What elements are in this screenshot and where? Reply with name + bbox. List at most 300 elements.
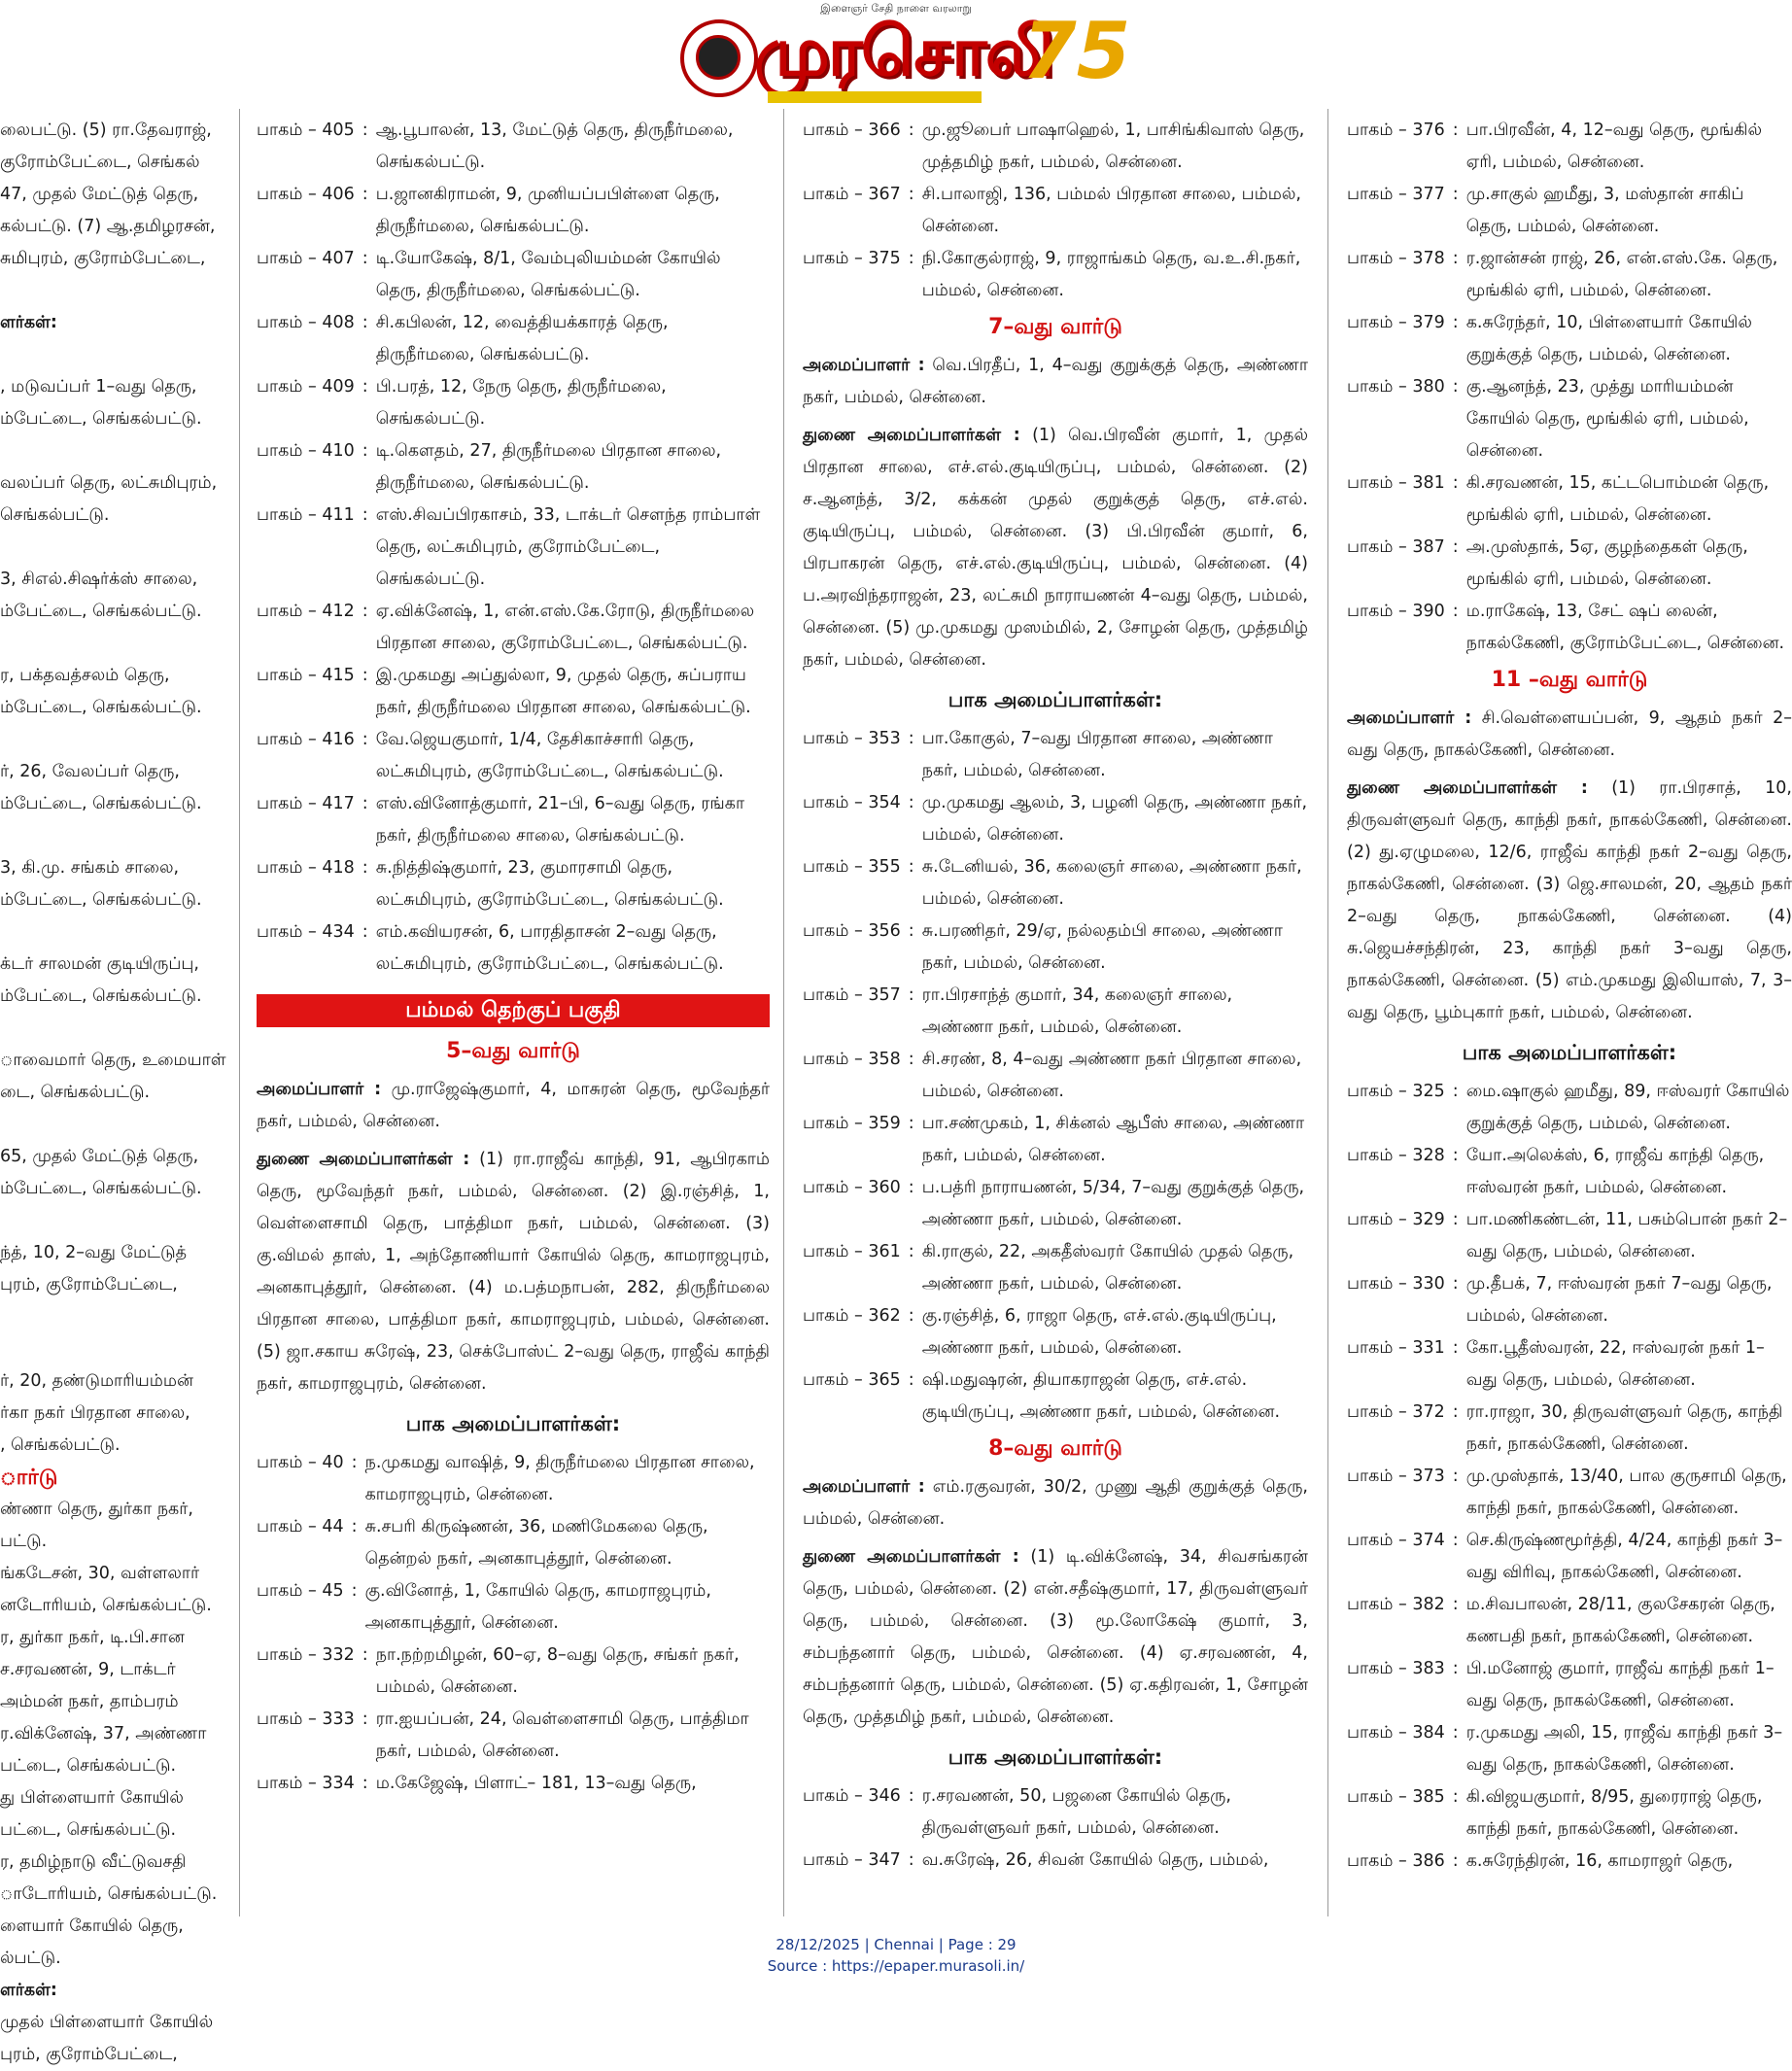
booth-address: கு.ஆனந்த், 23, முத்து மாரியம்மன் கோயில் தெரு, மூங்கில் ஏரி, பம்மல், சென்னை.	[1465, 377, 1749, 461]
deputy-organizers-key: துணை அமைப்பாளர்கள் :	[1347, 778, 1588, 798]
booth-address: மை.ஷாகுல் ஹமீது, 89, ஈஸ்வரர் கோயில் குறுக்குத் தெரு, பம்மல், சென்னை.	[1465, 1082, 1790, 1133]
colon-separator: :	[908, 1242, 914, 1261]
colon-separator: :	[908, 1050, 914, 1069]
booth-entry	[257, 179, 770, 243]
ward-title: 11 –வது வார்டு	[1491, 668, 1648, 692]
continued-line: ம்பேட்டை, செங்கல்பட்டு.	[0, 890, 202, 910]
booth-entry	[1347, 1781, 1792, 1846]
booth-address: சு.டேனியல், 36, கலைஞர் சாலை, அண்ணா நகர், பம்மல், சென்னை.	[921, 857, 1302, 909]
colon-separator: :	[351, 1517, 358, 1536]
booth-entry	[1347, 1653, 1792, 1717]
booth-entry	[1347, 115, 1792, 179]
continued-line	[0, 1301, 229, 1333]
colon-separator: :	[908, 1114, 914, 1133]
continued-line: ார்டு	[0, 1466, 58, 1490]
booth-address: மு.தீபக், 7, ஈஸ்வரன் நகர் 7–வது தெரு, பம்மல், சென்னை.	[1465, 1274, 1773, 1326]
booth-label: பாகம் – 415	[257, 666, 355, 685]
colon-separator: :	[362, 1774, 368, 1793]
continued-line: ம்பேட்டை, செங்கல்பட்டு.	[0, 698, 202, 717]
booth-address: க.சுரேந்தர், 10, பிள்ளையார் கோயில் குறுக்குத் தெரு, பம்மல், சென்னை.	[1465, 313, 1752, 364]
booth-label: பாகம் – 329	[1347, 1210, 1445, 1229]
booth-entry	[257, 435, 770, 500]
booth-label: பாகம் – 372	[1347, 1402, 1445, 1422]
booth-label: பாகம் – 384	[1347, 1723, 1445, 1743]
continued-line: ண்ணா தெரு, துர்கா நகர்,	[0, 1500, 193, 1519]
continued-line: வலப்பர் தெரு, லட்சுமிபுரம்,	[0, 473, 218, 493]
colon-separator: :	[1452, 1659, 1459, 1678]
booth-address: ர.ஜான்சன் ராஜ், 26, என்.எஸ்.கே. தெரு, மூங்கில் ஏரி, பம்மல், சென்னை.	[1465, 249, 1778, 300]
booth-label: பாகம் – 373	[1347, 1467, 1445, 1486]
booth-entry	[1347, 1268, 1792, 1332]
continued-line	[0, 1333, 229, 1365]
colon-separator: :	[362, 730, 368, 749]
continued-line: ம்பேட்டை, செங்கல்பட்டு.	[0, 1179, 202, 1198]
colon-separator: :	[1452, 249, 1459, 268]
organizer-key: அமைப்பாளர் :	[1347, 708, 1472, 728]
booth-entry	[257, 788, 770, 852]
continued-line: து பிள்ளையார் கோயில்	[0, 1788, 184, 1808]
colon-separator: :	[908, 729, 914, 748]
booth-label: பாகம் – 374	[1347, 1531, 1445, 1550]
booth-address: சு.சபரி கிருஷ்ணன், 36, மணிமேகலை தெரு, தென்றல் நகர், அனகாபுத்தூர், சென்னை.	[364, 1517, 708, 1569]
continued-line: 3, சிஎல்.சிஷர்க்ஸ் சாலை,	[0, 570, 198, 589]
booth-entry	[1347, 1332, 1792, 1397]
booth-address: மு.முஸ்தாக், 13/40, பால குருசாமி தெரு, காந்தி நகர், நாகல்கேணி, சென்னை.	[1465, 1467, 1787, 1518]
booth-organizers-heading: பாக அமைப்பாளர்கள்:	[1462, 1041, 1677, 1064]
booth-label: பாகம் – 412	[257, 602, 355, 621]
booth-label: பாகம் – 405	[257, 121, 355, 140]
booth-entry	[1347, 1525, 1792, 1589]
booth-address: எம்.கவியரசன், 6, பாரதிதாசன் 2–வது தெரு, லட்சுமிபுரம், குரோம்பேட்டை, செங்கல்பட்டு.	[375, 922, 724, 974]
organizer-text: மு.ராஜேஷ்குமார், 4, மாசுரன் தெரு, மூவேந்தர் நகர், பம்மல், சென்னை.	[257, 1080, 770, 1131]
continued-line	[0, 820, 229, 852]
booth-label: பாகம் – 325	[1347, 1082, 1445, 1101]
booth-entry	[803, 980, 1308, 1044]
organizer-key: அமைப்பாளர் :	[257, 1080, 382, 1099]
colon-separator: :	[1452, 473, 1459, 493]
booth-label: பாகம் – 358	[803, 1050, 901, 1069]
booth-label: பாகம் – 406	[257, 185, 355, 204]
booth-label: பாகம் – 417	[257, 794, 355, 813]
continued-line: க்டர் சாலமன் குடியிருப்பு,	[0, 954, 199, 974]
booth-label: பாகம் – 434	[257, 922, 355, 942]
deputy-organizers-text: (1) வெ.பிரவீன் குமார், 1, முதல் பிரதான சாலை, எச்.எல்.குடியிருப்பு, பம்மல், சென்னை. (2) ச.ஆனந்த், 3/2, கக்கன் முதல் குறுக்குத் தெரு, எச்.எல். குடியிருப்பு, பம்மல், சென்னை. (3) பி.பிரவீன் குமார், 6, பிரபாகரன் தெரு, எச்.எல்.குடியிருப்பு, பம்மல், சென்னை. (4) ப.அரவிந்தராஜன், 23, லட்சுமி நாராயணன் 4–வது தெரு, பம்மல், சென்னை. (5) மு.முகமது முஸம்மில், 2, சோழன் தெரு, முத்தமிழ் நகர், பம்மல், சென்னை.	[803, 426, 1308, 670]
booth-entry	[257, 1704, 770, 1768]
booth-label: பாகம் – 354	[803, 793, 901, 812]
colon-separator: :	[908, 121, 914, 140]
booth-entry	[257, 500, 770, 596]
booth-entry	[803, 1845, 1308, 1877]
deputy-organizers-text: (1) ரா.ராஜீவ் காந்தி, 91, ஆபிரகாம் தெரு, மூவேந்தர் நகர், பம்மல், சென்னை. (2) இ.ரஞ்சித், 1, வெள்ளைசாமி தெரு, பாத்திமா நகர், பம்மல், சென்னை. (3) கு.விமல் தாஸ், 1, அந்தோணியார் கோயில் தெரு, காமராஜபுரம், அனகாபுத்தூர், சென்னை. (4) ம.பத்மநாபன், 282, திருநீர்மலை பிரதான சாலை, பாத்திமா நகர், காமராஜபுரம், பம்மல், சென்னை. (5) ஜா.சகாய சுரேஷ், 23, செக்போஸ்ட் 2–வது தெரு, ராஜீவ் காந்தி நகர், காமராஜபுரம், சென்னை.	[257, 1150, 770, 1394]
continued-line: னடோரியம், செங்கல்பட்டு.	[0, 1596, 212, 1615]
booth-address: எஸ்.வினோத்குமார், 21–பி, 6–வது தெரு, ரங்கா நகர், திருநீர்மலை சாலை, செங்கல்பட்டு.	[375, 794, 745, 846]
booth-entry	[803, 1300, 1308, 1364]
ward-title: 7–வது வார்டு	[988, 315, 1122, 339]
booth-address: சி.பாலாஜி, 136, பம்மல் பிரதான சாலை, பம்மல், சென்னை.	[921, 185, 1301, 236]
booth-label: பாகம் – 359	[803, 1114, 901, 1133]
booth-address: வ.சுரேஷ், 26, சிவன் கோயில் தெரு, பம்மல்,	[921, 1850, 1269, 1870]
colon-separator: :	[908, 1306, 914, 1326]
continued-line: ாடோரியம், செங்கல்பட்டு.	[0, 1884, 218, 1904]
booth-entry	[1347, 1717, 1792, 1781]
colon-separator: :	[1452, 1787, 1459, 1807]
continued-line	[0, 435, 229, 467]
booth-entry	[1347, 1204, 1792, 1268]
colon-separator: :	[362, 313, 368, 332]
colon-separator: :	[908, 1850, 914, 1870]
booth-entry	[1347, 371, 1792, 467]
colon-separator: :	[362, 922, 368, 942]
booth-address: யோ.அலெக்ஸ், 6, ராஜீவ் காந்தி தெரு, ஈஸ்வரன் நகர், பம்மல், சென்னை.	[1465, 1146, 1765, 1197]
footer-date-line: 28/12/2025 | Chennai | Page : 29	[775, 1936, 1017, 1953]
organizer	[803, 1471, 1308, 1536]
masthead	[0, 0, 1792, 115]
booth-entry	[1347, 1076, 1792, 1140]
continued-line: அம்மன் நகர், தாம்பரம்	[0, 1692, 179, 1711]
ward-title: 5–வது வார்டு	[446, 1039, 580, 1063]
continued-line: ந்த், 10, 2–வது மேட்டுத்	[0, 1243, 187, 1262]
booth-address: ரா.ஐயப்பன், 24, வெள்ளைசாமி தெரு, பாத்திமா நகர், பம்மல், சென்னை.	[375, 1709, 749, 1761]
booth-entry	[803, 1236, 1308, 1300]
booth-label: பாகம் – 385	[1347, 1787, 1445, 1807]
deputy-organizers-key: துணை அமைப்பாளர்கள் :	[803, 1547, 1019, 1567]
booth-label: பாகம் – 383	[1347, 1659, 1445, 1678]
booth-label: பாகம் – 328	[1347, 1146, 1445, 1165]
booth-label: பாகம் – 44	[257, 1517, 344, 1536]
colon-separator: :	[1452, 1723, 1459, 1743]
column-1	[0, 115, 229, 2064]
colon-separator: :	[351, 1453, 358, 1472]
colon-separator: :	[1452, 185, 1459, 204]
continued-line: ர், 20, தண்டுமாரியம்மன்	[0, 1371, 193, 1391]
continued-line: குரோம்பேட்டை, செங்கல்	[0, 153, 200, 172]
colon-separator: :	[1452, 1274, 1459, 1294]
booth-entry	[803, 787, 1308, 851]
colon-separator: :	[1452, 537, 1459, 557]
colon-separator: :	[362, 441, 368, 461]
colon-separator: :	[1452, 313, 1459, 332]
booth-entry	[257, 115, 770, 179]
booth-address: கு.வினோத், 1, கோயில் தெரு, காமராஜபுரம், அனகாபுத்தூர், சென்னை.	[364, 1581, 711, 1633]
booth-address: செ.கிருஷ்ணமூர்த்தி, 4/24, காந்தி நகர் 3–வது விரிவு, நாகல்கேணி, சென்னை.	[1465, 1531, 1783, 1582]
booth-address: சி.சரண், 8, 4–வது அண்ணா நகர் பிரதான சாலை, பம்மல், சென்னை.	[921, 1050, 1302, 1101]
booth-address: சு.பரணிதர், 29/ஏ, நல்லதம்பி சாலை, அண்ணா நகர், பம்மல், சென்னை.	[921, 921, 1283, 973]
column-4	[1347, 115, 1792, 1913]
booth-label: பாகம் – 346	[803, 1786, 901, 1806]
booth-label: பாகம் – 353	[803, 729, 901, 748]
booth-label: பாகம் – 377	[1347, 185, 1445, 204]
booth-entry	[803, 243, 1308, 307]
deputy-organizers-key: துணை அமைப்பாளர்கள் :	[257, 1150, 470, 1169]
booth-address: டி.யோகேஷ், 8/1, வேம்புலியம்மன் கோயில் தெரு, திருநீர்மலை, செங்கல்பட்டு.	[375, 249, 721, 300]
colon-separator: :	[1452, 1402, 1459, 1422]
booth-entry	[257, 1511, 770, 1575]
booth-address: மு.முகமது ஆலம், 3, பழனி தெரு, அண்ணா நகர், பம்மல், சென்னை.	[921, 793, 1308, 845]
booth-entry	[803, 1108, 1308, 1172]
booth-address: கி.சரவணன், 15, கட்டபொம்மன் தெரு, மூங்கில் ஏரி, பம்மல், சென்னை.	[1465, 473, 1770, 525]
continued-line: சுமிபுரம், குரோம்பேட்டை,	[0, 249, 206, 268]
booth-label: பாகம் – 347	[803, 1850, 901, 1870]
booth-label: பாகம் – 357	[803, 985, 901, 1005]
booth-entry	[803, 851, 1308, 915]
booth-address: ரா.பிரசாந்த் குமார், 34, கலைஞர் சாலை, அண்ணா நகர், பம்மல், சென்னை.	[921, 985, 1233, 1037]
continued-line: ல்பட்டு.	[0, 1949, 61, 1968]
continued-line	[0, 916, 229, 949]
booth-label: பாகம் – 409	[257, 377, 355, 397]
colon-separator: :	[908, 185, 914, 204]
organizer-text: சி.வெள்ளையப்பன், 9, ஆதம் நகர் 2–வது தெரு, நாகல்கேணி, சென்னை.	[1347, 708, 1792, 760]
booth-label: பாகம் – 376	[1347, 121, 1445, 140]
booth-entry	[1347, 1461, 1792, 1525]
continued-line: டை, செங்கல்பட்டு.	[0, 1083, 151, 1102]
continued-line: புரம், குரோம்பேட்டை,	[0, 2045, 178, 2064]
booth-address: ந.முகமது வாஷித், 9, திருநீர்மலை பிரதான சாலை, காமராஜபுரம், சென்னை.	[364, 1453, 755, 1504]
colon-separator: :	[908, 793, 914, 812]
continued-line: முதல் பிள்ளையார் கோயில்	[0, 2013, 214, 2032]
booth-entry	[803, 1044, 1308, 1108]
deputy-organizers	[257, 1144, 770, 1400]
booth-entry	[803, 115, 1308, 179]
colon-separator: :	[1452, 1210, 1459, 1229]
deputy-organizers	[803, 420, 1308, 676]
booth-entry	[257, 660, 770, 724]
emblem-seal-icon	[680, 19, 758, 97]
colon-separator: :	[908, 1178, 914, 1197]
booth-address: அ.முஸ்தாக், 5ஏ, குழந்தைகள் தெரு, மூங்கில் ஏரி, பம்மல், சென்னை.	[1465, 537, 1748, 589]
organizer	[257, 1074, 770, 1138]
continued-line	[0, 275, 229, 307]
section-banner: பம்மல் தெற்குப் பகுதி	[257, 994, 770, 1027]
booth-entry	[1347, 1397, 1792, 1461]
colon-separator: :	[362, 794, 368, 813]
continued-line: பட்டு.	[0, 1532, 48, 1551]
booth-entry	[1347, 532, 1792, 596]
colon-separator: :	[908, 985, 914, 1005]
booth-address: டி.கௌதம், 27, திருநீர்மலை பிரதான சாலை, திருநீர்மலை, செங்கல்பட்டு.	[375, 441, 722, 493]
booth-entry	[257, 243, 770, 307]
continued-line: ளையார் கோயில் தெரு,	[0, 1916, 184, 1936]
booth-address: ர.முகமது அலி, 15, ராஜீவ் காந்தி நகர் 3–வது தெரு, நாகல்கேணி, சென்னை.	[1465, 1723, 1783, 1775]
booth-address: ர.சரவணன், 50, பஜனை கோயில் தெரு, திருவள்ளுவர் நகர், பம்மல், சென்னை.	[921, 1786, 1231, 1838]
continued-line: செங்கல்பட்டு.	[0, 505, 110, 525]
booth-label: பாகம் – 334	[257, 1774, 355, 1793]
booth-entry	[803, 1172, 1308, 1236]
masthead-tagline: இளைஞர் சேதி நாளை வரலாறு	[820, 2, 972, 15]
booth-entry	[1347, 1140, 1792, 1204]
booth-entry	[257, 1575, 770, 1640]
booth-entry	[1347, 179, 1792, 243]
colon-separator: :	[908, 857, 914, 877]
deputy-organizers	[803, 1541, 1308, 1734]
continued-line: ச.சரவணன், 9, டாக்டர்	[0, 1660, 176, 1679]
organizer-key: அமைப்பாளர் :	[803, 356, 925, 375]
continued-line: ர, துர்கா நகர், டி.பி.சான	[0, 1628, 185, 1647]
continued-line: பட்டை, செங்கல்பட்டு.	[0, 1756, 177, 1776]
colon-separator: :	[1452, 1082, 1459, 1101]
booth-entry	[257, 307, 770, 371]
colon-separator: :	[351, 1581, 358, 1601]
booth-organizers-heading: பாக அமைப்பாளர்கள்:	[405, 1412, 621, 1435]
footer-source-line: Source : https://epaper.murasoli.in/	[767, 1957, 1025, 1975]
booth-label: பாகம் – 331	[1347, 1338, 1445, 1358]
colon-separator: :	[362, 666, 368, 685]
continued-line: ாவைமார் தெரு, உமையாள்	[0, 1051, 226, 1070]
continued-line: ம்பேட்டை, செங்கல்பட்டு.	[0, 986, 202, 1006]
booth-label: பாகம் – 378	[1347, 249, 1445, 268]
continued-line: 3, கி.மு. சங்கம் சாலை,	[0, 858, 180, 878]
colon-separator: :	[362, 505, 368, 525]
booth-address: கி.விஜயகுமார், 8/95, துரைராஜ் தெரு, காந்தி நகர், நாகல்கேணி, சென்னை.	[1465, 1787, 1763, 1839]
continued-line: ம்பேட்டை, செங்கல்பட்டு.	[0, 602, 202, 621]
continued-line: ம்பேட்டை, செங்கல்பட்டு.	[0, 794, 202, 813]
booth-entry	[257, 724, 770, 788]
booth-address: சு.நித்திஷ்குமார், 23, குமாரசாமி தெரு, லட்சுமிபுரம், குரோம்பேட்டை, செங்கல்பட்டு.	[375, 858, 724, 910]
continued-line: , செங்கல்பட்டு.	[0, 1435, 121, 1455]
ward-title: 8–வது வார்டு	[988, 1436, 1122, 1461]
booth-entry	[803, 723, 1308, 787]
booth-label: பாகம் – 332	[257, 1645, 355, 1665]
booth-entry	[803, 1780, 1308, 1845]
booth-address: கு.ரஞ்சித், 6, ராஜா தெரு, எச்.எல்.குடியிருப்பு, அண்ணா நகர், பம்மல், சென்னை.	[921, 1306, 1277, 1358]
continued-line: 47, முதல் மேட்டுத் தெரு,	[0, 185, 199, 204]
continued-line: 65, முதல் மேட்டுத் தெரு,	[0, 1147, 199, 1166]
booth-address: ஏ.விக்னேஷ், 1, என்.எஸ்.கே.ரோடு, திருநீர்மலை பிரதான சாலை, குரோம்பேட்டை, செங்கல்பட்டு.	[375, 602, 755, 653]
booth-address: பா.சண்முகம், 1, சிக்னல் ஆபீஸ் சாலை, அண்ணா நகர், பம்மல், சென்னை.	[921, 1114, 1305, 1165]
continued-line: ர.விக்னேஷ், 37, அண்ணா	[0, 1724, 207, 1743]
booth-label: பாகம் – 390	[1347, 602, 1445, 621]
deputy-organizers	[1347, 773, 1792, 1029]
anniversary-logo: 75	[1022, 6, 1131, 96]
organizer-key: அமைப்பாளர் :	[803, 1477, 925, 1497]
booth-entry	[1347, 596, 1792, 660]
colon-separator: :	[1452, 121, 1459, 140]
booth-label: பாகம் – 381	[1347, 473, 1445, 493]
colon-separator: :	[908, 1786, 914, 1806]
colon-separator: :	[1452, 1338, 1459, 1358]
booth-address: பி.பரத், 12, நேரு தெரு, திருநீர்மலை, செங்கல்பட்டு.	[375, 377, 667, 429]
booth-label: பாகம் – 410	[257, 441, 355, 461]
booth-label: பாகம் – 380	[1347, 377, 1445, 397]
booth-label: பாகம் – 375	[803, 249, 901, 268]
booth-organizers-heading: பாக அமைப்பாளர்கள்:	[948, 688, 1163, 711]
colon-separator: :	[1452, 1467, 1459, 1486]
booth-label: பாகம் – 330	[1347, 1274, 1445, 1294]
organizer	[803, 350, 1308, 414]
booth-address: இ.முகமது அப்துல்லா, 9, முதல் தெரு, சுப்பராய நகர், திருநீர்மலை பிரதான சாலை, செங்கல்பட்டு.	[375, 666, 751, 717]
booth-address: பா.பிரவீன், 4, 12–வது தெரு, மூங்கில் ஏரி, பம்மல், சென்னை.	[1465, 121, 1763, 172]
booth-entry	[1347, 467, 1792, 532]
colon-separator: :	[362, 121, 368, 140]
colon-separator: :	[908, 1370, 914, 1390]
continued-line: ர்கா நகர் பிரதான சாலை,	[0, 1403, 190, 1423]
booth-entry	[1347, 243, 1792, 307]
newspaper-logo: முரசொலி	[754, 12, 1052, 91]
booth-entry	[257, 371, 770, 435]
booth-label: பாகம் – 355	[803, 857, 901, 877]
continued-line: ளர்கள்:	[0, 313, 57, 332]
continued-line	[0, 532, 229, 564]
booth-address: மு.சாகுல் ஹமீது, 3, மஸ்தான் சாகிப் தெரு, பம்மல், சென்னை.	[1465, 185, 1744, 236]
booth-entry	[1347, 307, 1792, 371]
booth-address: நி.கோகுல்ராஜ், 9, ராஜாங்கம் தெரு, வ.உ.சி.நகர், பம்மல், சென்னை.	[921, 249, 1301, 300]
continued-line: ர, பக்தவத்சலம் தெரு,	[0, 666, 170, 685]
colon-separator: :	[362, 377, 368, 397]
booth-entry	[803, 915, 1308, 980]
booth-label: பாகம் – 40	[257, 1453, 344, 1472]
booth-address: கோ.பூதீஸ்வரன், 22, ஈஸ்வரன் நகர் 1–வது தெரு, பம்மல், சென்னை.	[1465, 1338, 1765, 1390]
continued-line	[0, 1109, 229, 1141]
booth-label: பாகம் – 411	[257, 505, 355, 525]
booth-entry	[257, 1640, 770, 1704]
continued-line: கல்பட்டு. (7) ஆ.தமிழரசன்,	[0, 217, 216, 236]
continued-line: பட்டை, செங்கல்பட்டு.	[0, 1820, 177, 1840]
booth-organizers-heading: பாக அமைப்பாளர்கள்:	[948, 1745, 1163, 1769]
booth-entry	[1347, 1589, 1792, 1653]
booth-label: பாகம் – 382	[1347, 1595, 1445, 1614]
colon-separator: :	[908, 921, 914, 941]
booth-label: பாகம் – 386	[1347, 1851, 1445, 1871]
organizer-text: வெ.பிரதீப், 1, 4–வது குறுக்குத் தெரு, அண்ணா நகர், பம்மல், சென்னை.	[803, 356, 1308, 407]
booth-label: பாகம் – 362	[803, 1306, 901, 1326]
booth-address: மு.ஜூபைர் பாஷாஹெல், 1, பாசிங்கிவாஸ் தெரு, முத்தமிழ் நகர், பம்மல், சென்னை.	[921, 121, 1305, 172]
booth-address: ப.பத்ரி நாராயணன், 5/34, 7–வது குறுக்குத் தெரு, அண்ணா நகர், பம்மல், சென்னை.	[921, 1178, 1305, 1229]
booth-address: க.சுரேந்திரன், 16, காமராஜர் தெரு,	[1465, 1851, 1734, 1871]
booth-entry	[803, 179, 1308, 243]
booth-address: கி.ராகுல், 22, அகதீஸ்வரர் கோயில் முதல் தெரு, அண்ணா நகர், பம்மல், சென்னை.	[921, 1242, 1294, 1294]
booth-entry	[803, 1364, 1308, 1429]
colon-separator: :	[1452, 1146, 1459, 1165]
colon-separator: :	[1452, 1531, 1459, 1550]
booth-address: ப.ஜானகிராமன், 9, முனியப்பபிள்ளை தெரு, திருநீர்மலை, செங்கல்பட்டு.	[375, 185, 720, 236]
booth-label: பாகம் – 365	[803, 1370, 901, 1390]
booth-label: பாகம் – 379	[1347, 313, 1445, 332]
booth-label: பாகம் – 408	[257, 313, 355, 332]
booth-entry	[257, 852, 770, 916]
booth-address: ரா.ராஜா, 30, திருவள்ளுவர் தெரு, காந்தி நகர், நாகல்கேணி, சென்னை.	[1465, 1402, 1783, 1454]
booth-label: பாகம் – 333	[257, 1709, 355, 1729]
colon-separator: :	[908, 249, 914, 268]
booth-entry	[1347, 1846, 1792, 1878]
continued-line	[0, 724, 229, 756]
colon-separator: :	[362, 1709, 368, 1729]
colon-separator: :	[1452, 602, 1459, 621]
continued-line: லைபட்டு. (5) ரா.தேவராஜ்,	[0, 121, 212, 140]
booth-label: பாகம் – 360	[803, 1178, 901, 1197]
booth-label: பாகம் – 387	[1347, 537, 1445, 557]
booth-address: ம.ராகேஷ், 13, சேட் ஷப் லைன், நாகல்கேணி, குரோம்பேட்டை, சென்னை.	[1465, 602, 1785, 653]
column-rule	[783, 109, 784, 1916]
continued-line: ர், 26, வேலப்பர் தெரு,	[0, 762, 180, 781]
column-2	[257, 115, 770, 1913]
continued-line: , மடுவப்பர் 1–வது தெரு,	[0, 377, 197, 397]
booth-label: பாகம் – 407	[257, 249, 355, 268]
organizer-text: எம்.ரகுவரன், 30/2, முணு ஆதி குறுக்குத் தெரு, பம்மல், சென்னை.	[803, 1477, 1308, 1529]
deputy-organizers-key: துணை அமைப்பாளர்கள் :	[803, 426, 1020, 445]
booth-label: பாகம் – 418	[257, 858, 355, 878]
page-footer	[0, 1934, 1792, 1977]
booth-entry	[257, 916, 770, 981]
booth-label: பாகம் – 367	[803, 185, 901, 204]
colon-separator: :	[1452, 377, 1459, 397]
deputy-organizers-text: (1) ரா.பிரசாத், 10, திருவள்ளுவர் தெரு, காந்தி நகர், நாகல்கேணி, சென்னை. (2) து.ஏழுமலை, 12/6, ராஜீவ் காந்தி நகர் 2–வது தெரு, நாகல்கேணி, சென்னை. (3) ஜெ.சாலமன், 20, ஆதம் நகர் 2–வது தெரு, நாகல்கேணி, சென்னை. (4) சு.ஜெயச்சந்திரன், 23, காந்தி நகர் 3–வது தெரு, நாகல்கேணி, சென்னை. (5) எம்.முகமது இலியாஸ், 7, 3–வது தெரு, பூம்புகார் நகர், பம்மல், சென்னை.	[1347, 778, 1792, 1022]
booth-label: பாகம் – 416	[257, 730, 355, 749]
continued-line	[0, 628, 229, 660]
continued-line: ளர்கள்:	[0, 1981, 57, 2000]
organizer	[1347, 703, 1792, 767]
booth-label: பாகம் – 361	[803, 1242, 901, 1261]
continued-line	[0, 1013, 229, 1045]
colon-separator: :	[362, 858, 368, 878]
